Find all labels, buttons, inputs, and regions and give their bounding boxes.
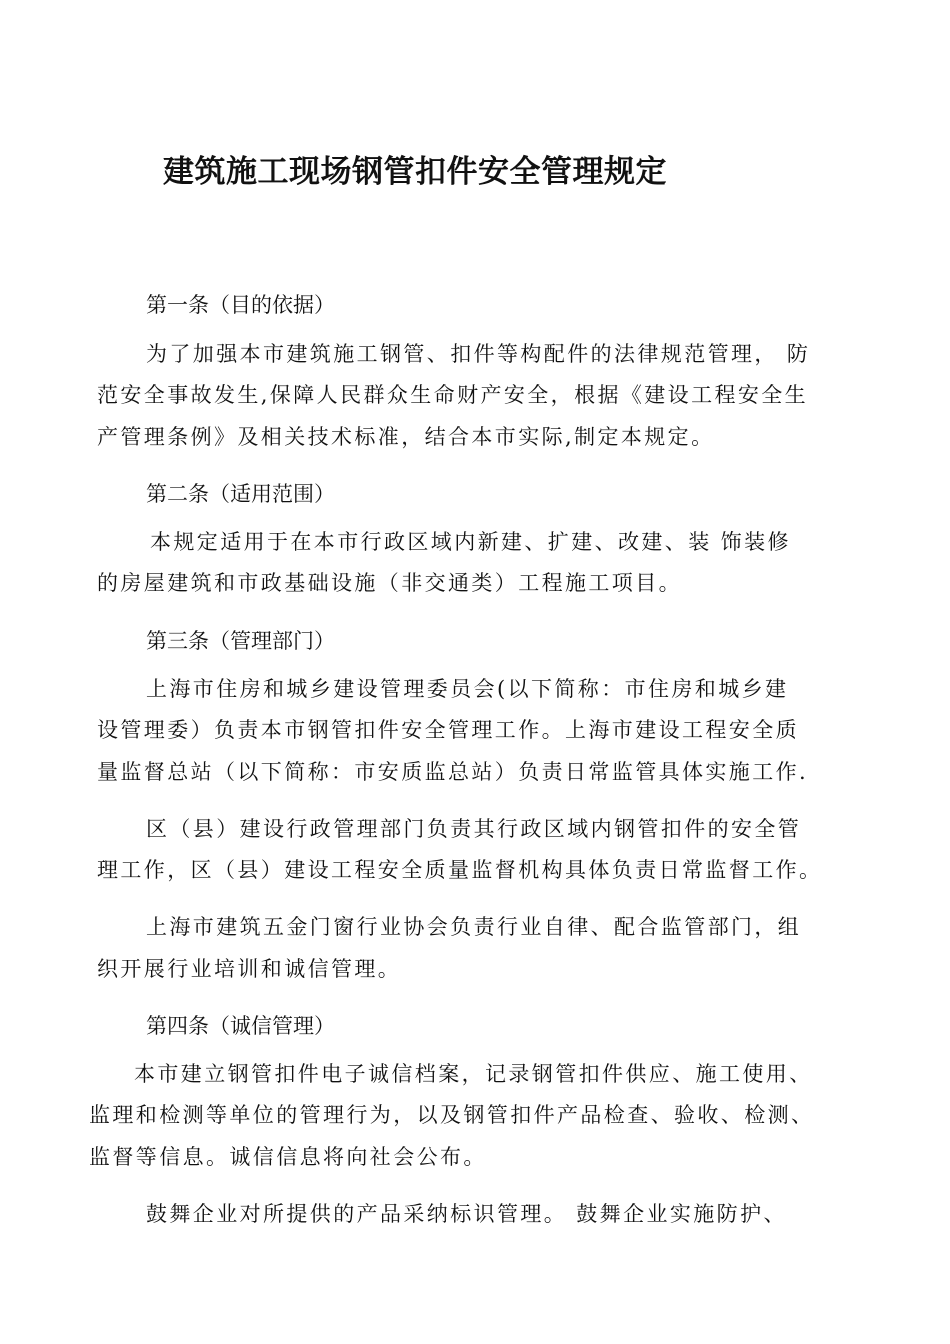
paragraph-line: 鼓舞企业对所提供的产品采纳标识管理。 鼓舞企业实施防护、 [146,1202,787,1226]
paragraph-line: 监理和检测等单位的管理行为，以及钢管扣件产品检查、验收、检测、 [89,1103,815,1127]
paragraph-line: 本市建立钢管扣件电子诚信档案，记录钢管扣件供应、施工使用、 [134,1062,813,1086]
section-heading: 第一条（目的依据） [146,293,335,317]
paragraph-line: 理工作，区（县）建设工程安全质量监督机构具体负责日常监督工作。 [97,858,823,882]
paragraph-line: 范安全事故发生,保障人民群众生命财产安全，根据《建设工程安全生 [97,383,809,407]
paragraph-line: 织开展行业培训和诚信管理。 [97,957,402,981]
paragraph-line: 区（县）建设行政管理部门负责其行政区域内钢管扣件的安全管 [146,817,802,841]
paragraph-line: 本规定适用于在本市行政区域内新建、扩建、改建、装 饰装修 [150,530,791,554]
paragraph-line: 设管理委）负责本市钢管扣件安全管理工作。上海市建设工程安全质 [97,718,799,742]
paragraph-line: 产管理条例》及相关技术标准，结合本市实际,制定本规定。 [97,425,715,449]
section-heading: 第三条（管理部门） [146,629,335,653]
paragraph-line: 监督等信息。诚信信息将向社会公布。 [89,1145,487,1169]
section-heading: 第二条（适用范围） [146,482,335,506]
paragraph-line: 上海市住房和城乡建设管理委员会(以下简称：市住房和城乡建 [146,677,789,701]
section-heading: 第四条（诚信管理） [146,1014,335,1038]
document-title: 建筑施工现场钢管扣件安全管理规定 [163,154,667,190]
paragraph-line: 的房屋建筑和市政基础设施（非交通类）工程施工项目。 [97,571,682,595]
paragraph-line: 上海市建筑五金门窗行业协会负责行业自律、配合监管部门，组 [146,915,802,939]
paragraph-line: 为了加强本市建筑施工钢管、扣件等构配件的法律规范管理， 防 [146,342,811,366]
paragraph-line: 量监督总站（以下简称：市安质监总站）负责日常监管具体实施工作. [97,760,809,784]
